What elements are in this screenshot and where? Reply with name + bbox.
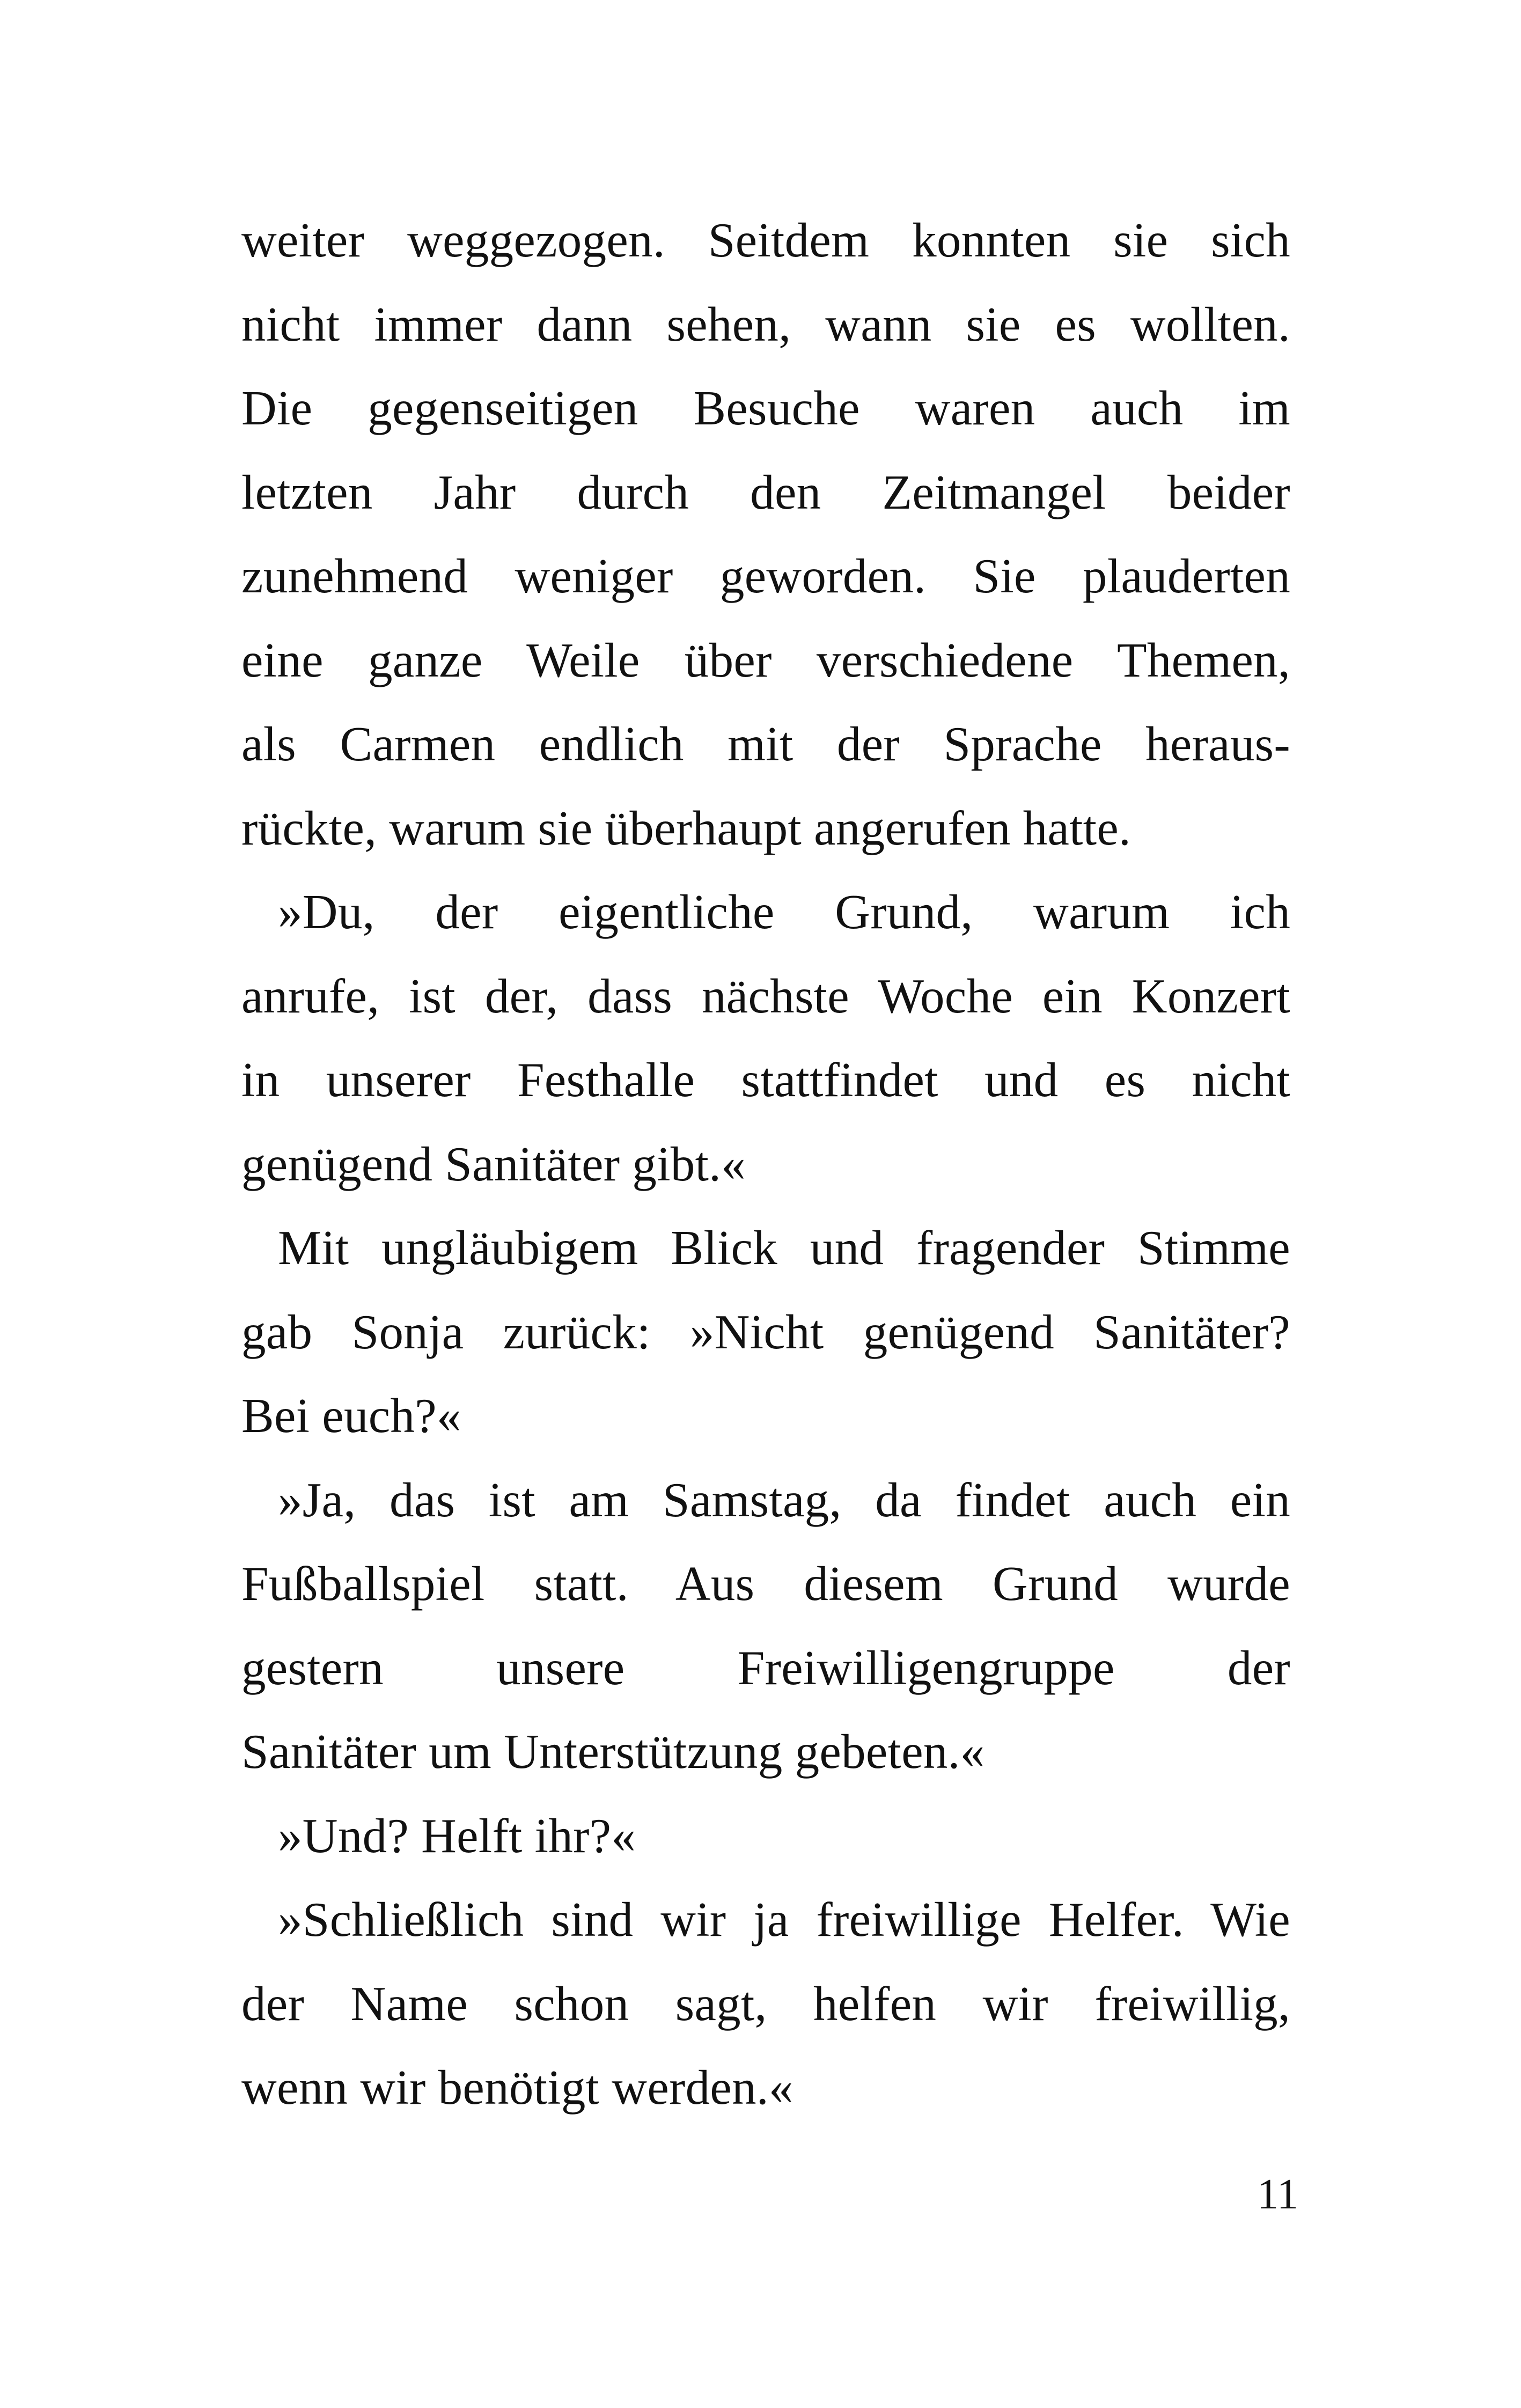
text-line: in unserer Festhalle stattfindet und es nicht <box>241 1053 1290 1107</box>
text-line: nicht immer dann sehen, wann sie es wollten. <box>241 297 1290 351</box>
text-line: genügend Sanitäter gibt.« <box>241 1136 746 1191</box>
text-line: zunehmend weniger geworden. Sie plauderten <box>241 549 1290 603</box>
text-line: Mit ungläubigem Blick und fragender Stimme <box>278 1221 1290 1275</box>
text-line: Die gegenseitigen Besuche waren auch im <box>241 381 1290 435</box>
text-line: »Ja, das ist am Samstag, da findet auch ein <box>278 1472 1290 1527</box>
text-line: wenn wir benötigt werden.« <box>241 2060 793 2115</box>
text-line: der Name schon sagt, helfen wir freiwillig, <box>241 1976 1290 2031</box>
text-line: letzten Jahr durch den Zeitmangel beider <box>241 465 1290 519</box>
text-line: Bei euch?« <box>241 1389 461 1443</box>
text-line: weiter weggezogen. Seitdem konnten sie sich <box>241 213 1290 267</box>
text-line: als Carmen endlich mit der Sprache heraus- <box>241 717 1290 771</box>
text-line: rückte, warum sie überhaupt angerufen hatte. <box>241 801 1131 855</box>
text-line: anrufe, ist der, dass nächste Woche ein Konzert <box>241 968 1290 1023</box>
text-line: »Schließlich sind wir ja freiwillige Helfer. Wie <box>278 1892 1290 1947</box>
text-line: gab Sonja zurück: »Nicht genügend Sanitäter? <box>241 1304 1290 1359</box>
text-line: »Und? Helft ihr?« <box>278 1808 636 1863</box>
body-text <box>241 199 1290 2130</box>
page-number: 11 <box>1257 2171 1298 2218</box>
text-line: »Du, der eigentliche Grund, warum ich <box>278 885 1290 939</box>
text-line: eine ganze Weile über verschiedene Themen, <box>241 633 1290 687</box>
text-line: Sanitäter um Unterstützung gebeten.« <box>241 1724 985 1779</box>
text-line: Fußballspiel statt. Aus diesem Grund wurde <box>241 1557 1290 1611</box>
text-line: gestern unsere Freiwilligengruppe der <box>241 1640 1290 1695</box>
